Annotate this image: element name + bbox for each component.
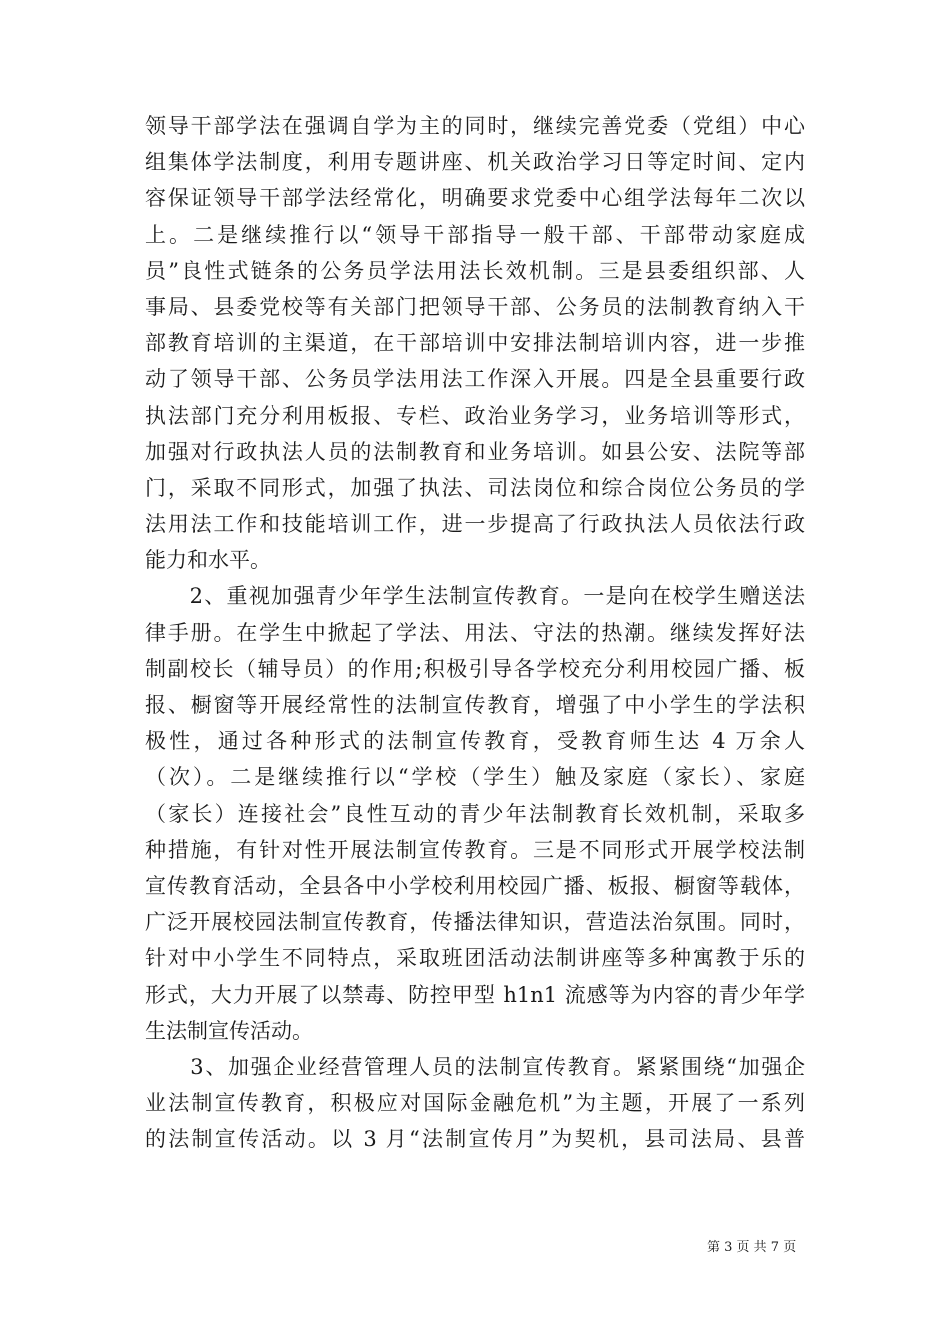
- text-line: 执法部门充分利用板报、专栏、政治业务学习，业务培训等形式，: [145, 403, 805, 428]
- page-number: 第 3 页 共 7 页: [707, 1240, 797, 1255]
- text-line: 容保证领导干部学法经常化，明确要求党委中心组学法每年二次以: [145, 186, 805, 211]
- text-line: 能力和水平。: [145, 548, 271, 573]
- text-line: 加强对行政执法人员的法制教育和业务培训。如县公安、法院等部: [145, 439, 805, 464]
- text-line: 领导干部学法在强调自学为主的同时，继续完善党委（党组）中心: [145, 114, 805, 138]
- text-line: （家长）连接社会”良性互动的青少年法制教育长效机制，采取多: [145, 801, 805, 826]
- text-line: 宣传教育活动，全县各中小学校利用校园广播、板报、橱窗等载体，: [145, 873, 805, 898]
- text-line: 广泛开展校园法制宣传教育，传播法律知识，营造法治氛围。同时，: [145, 910, 805, 935]
- text-line: 法用法工作和技能培训工作，进一步提高了行政执法人员依法行政: [145, 512, 805, 537]
- text-line: 针对中小学生不同特点，采取班团活动法制讲座等多种寓教于乐的: [145, 946, 805, 971]
- text-line: 2、重视加强青少年学生法制宣传教育。一是向在校学生赠送法: [145, 584, 805, 609]
- text-line: 门，采取不同形式，加强了执法、司法岗位和综合岗位公务员的学: [145, 475, 805, 500]
- text-line: 3、加强企业经营管理人员的法制宣传教育。紧紧围绕“加强企: [145, 1054, 805, 1079]
- document-body: [145, 108, 805, 1157]
- text-line: 事局、县委党校等有关部门把领导干部、公务员的法制教育纳入干: [145, 294, 805, 319]
- text-line: 的法制宣传活动。以 3 月“法制宣传月”为契机，县司法局、县普: [145, 1127, 805, 1152]
- text-line: 动了领导干部、公务员学法用法工作深入开展。四是全县重要行政: [145, 367, 805, 392]
- text-line: 报、橱窗等开展经常性的法制宣传教育，增强了中小学生的学法积: [145, 693, 805, 717]
- text-line: 形式，大力开展了以禁毒、防控甲型 h1n1 流感等为内容的青少年学: [145, 982, 805, 1007]
- text-line: 组集体学法制度，利用专题讲座、机关政治学习日等定时间、定内: [145, 150, 805, 175]
- text-line: 律手册。在学生中掀起了学法、用法、守法的热潮。继续发挥好法: [145, 620, 805, 645]
- text-line: 生法制宣传活动。: [145, 1018, 313, 1043]
- text-line: 员”良性式链条的公务员学法用法长效机制。三是县委组织部、人: [145, 258, 805, 283]
- text-line: 种措施，有针对性开展法制宣传教育。三是不同形式开展学校法制: [145, 837, 805, 862]
- text-line: 业法制宣传教育，积极应对国际金融危机”为主题，开展了一系列: [145, 1091, 805, 1116]
- text-line: 部教育培训的主渠道，在干部培训中安排法制培训内容，进一步推: [145, 331, 805, 356]
- text-line: 制副校长（辅导员）的作用;积极引导各学校充分利用校园广播、板: [145, 656, 805, 681]
- text-line: 上。二是继续推行以“领导干部指导一般干部、干部带动家庭成: [145, 222, 805, 247]
- text-line: 极性，通过各种形式的法制宣传教育，受教育师生达 4 万余人: [145, 729, 805, 754]
- text-line: （次）。二是继续推行以“学校（学生）触及家庭（家长）、家庭: [145, 765, 805, 790]
